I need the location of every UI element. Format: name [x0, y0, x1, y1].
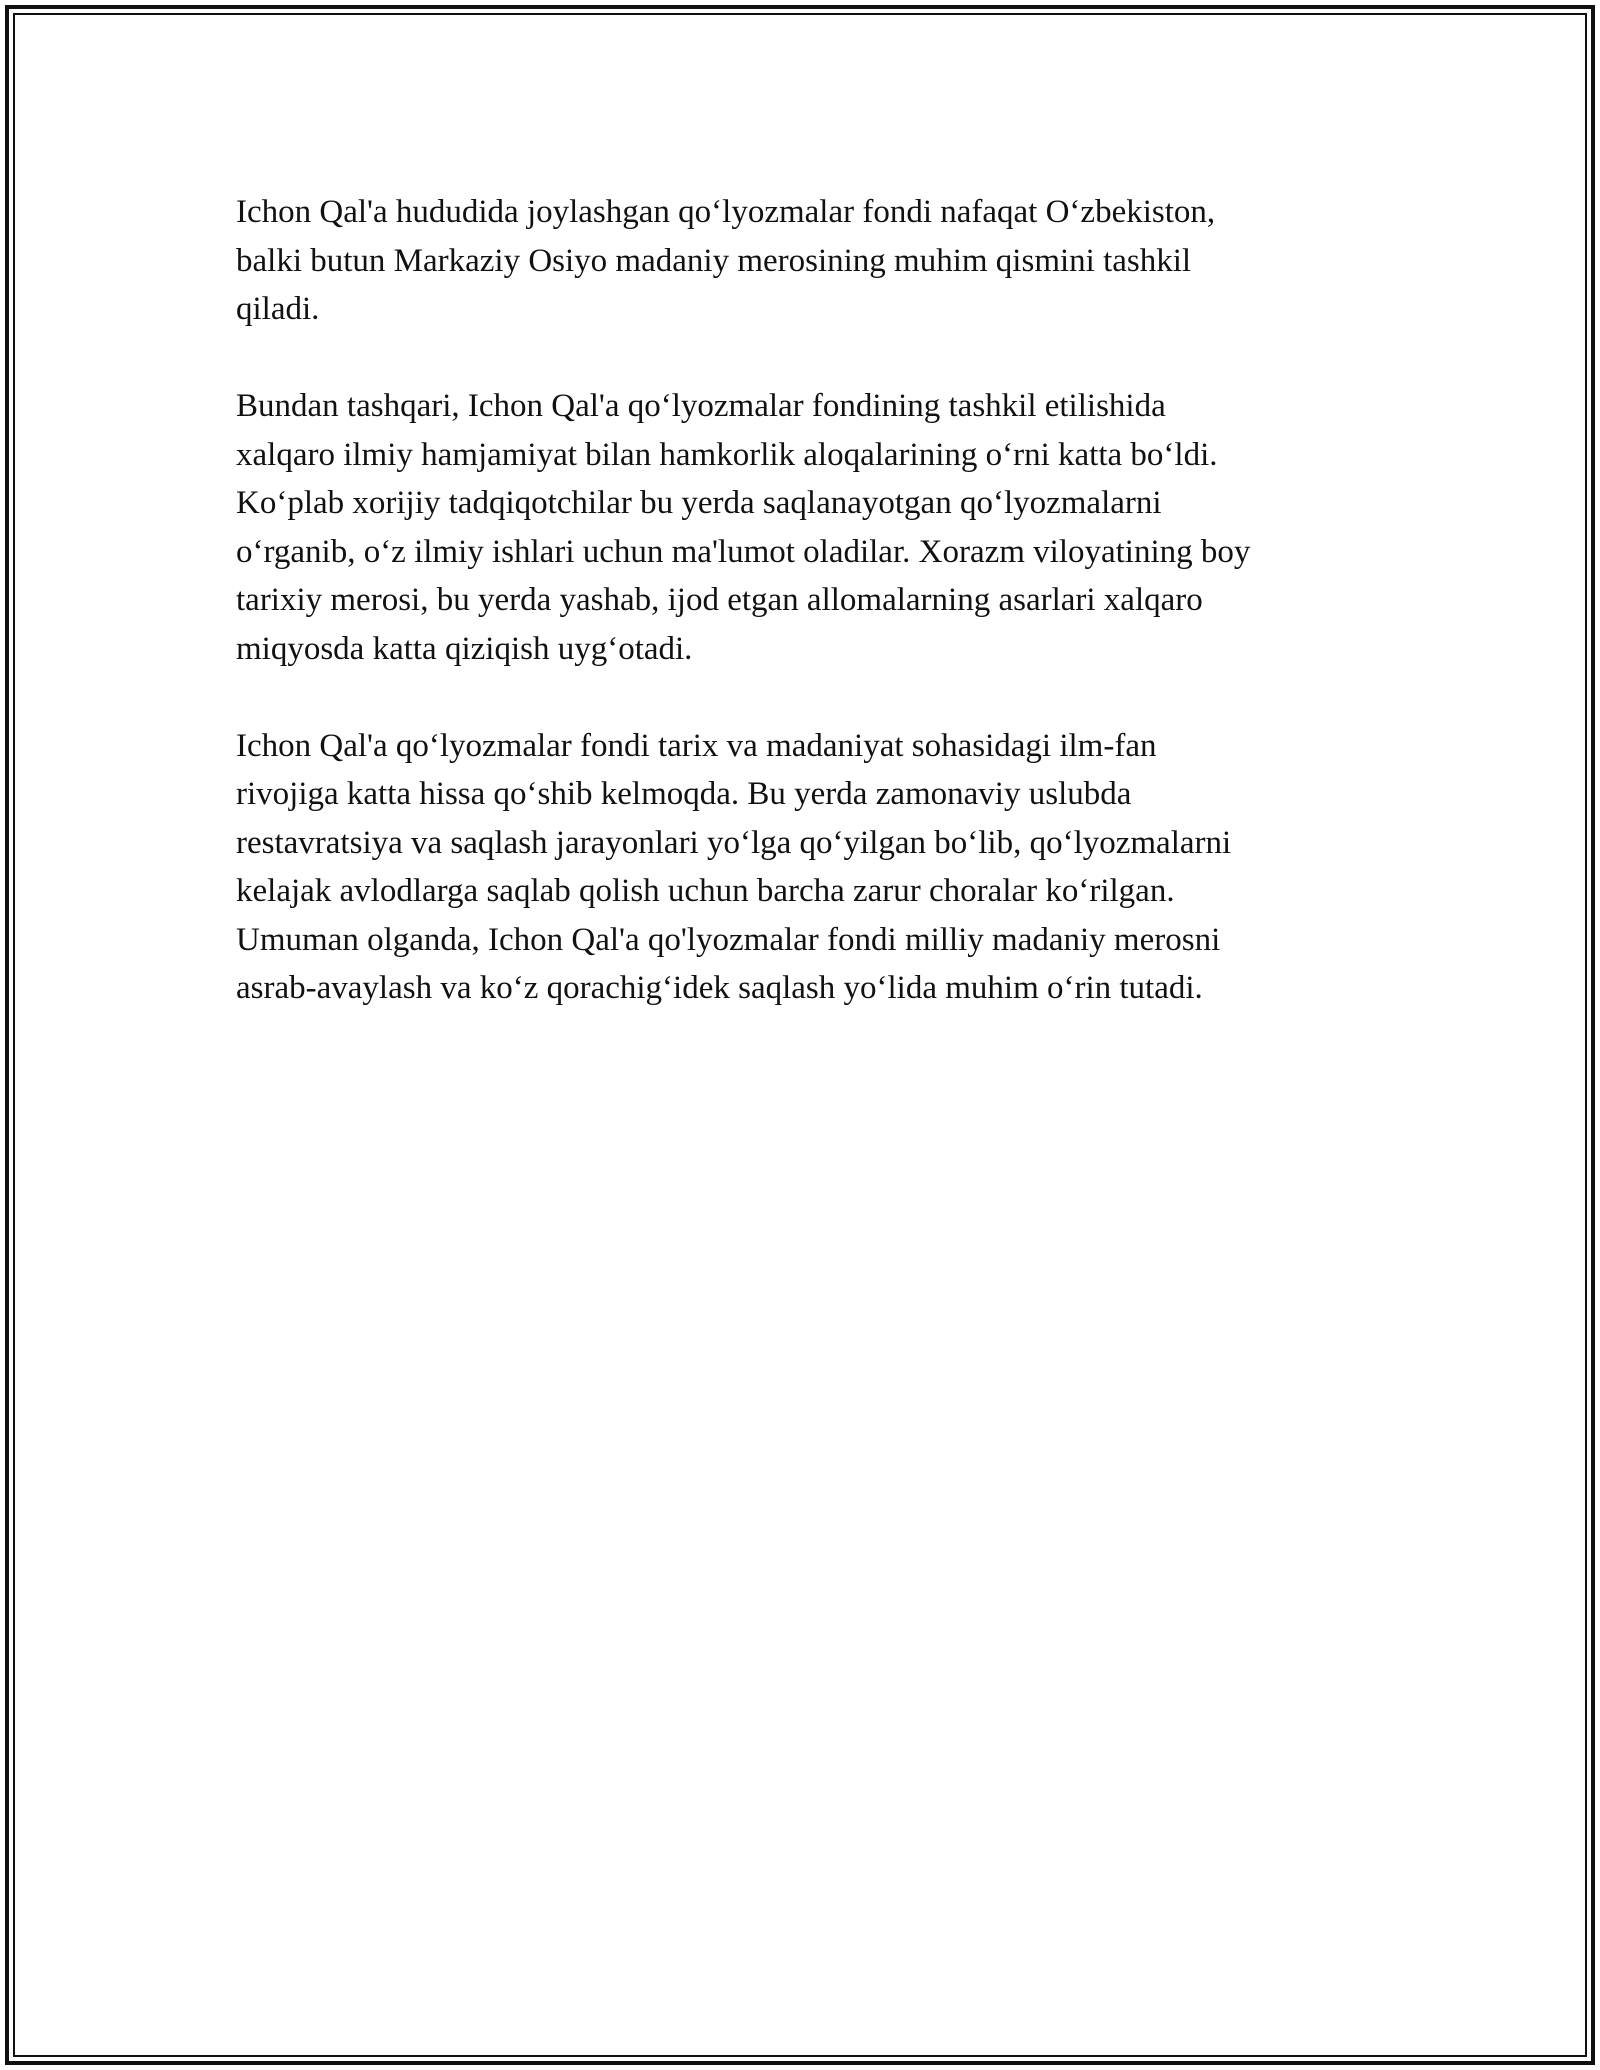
text-line: restavratsiya va saqlash jarayonlari yo‘lga qo‘yilgan bo‘lib, qo‘lyozmalarni [236, 824, 1232, 861]
text-line: Bundan tashqari, Ichon Qal'a qo‘lyozmalar fondining tashkil etilishida [236, 388, 1166, 424]
text-line: Ichon Qal'a qo‘lyozmalar fondi tarix va madaniyat sohasidagi ilm-fan [236, 727, 1157, 764]
text-line: o‘rganib, o‘z ilmiy ishlari uchun ma'lumot oladilar. Xorazm viloyatining boy [236, 533, 1251, 570]
text-line: tarixiy merosi, bu yerda yashab, ijod etgan allomalarning asarlari xalqaro [236, 582, 1203, 618]
paragraph-3 [236, 722, 1376, 1013]
text-line: balki butun Markaziy Osiyo madaniy merosining muhim qismini tashkil [236, 242, 1192, 279]
text-line: qiladi. [236, 291, 320, 327]
text-line: miqyosda katta qiziqish uyg‘otadi. [236, 630, 693, 667]
text-line: asrab-avaylash va ko‘z qorachig‘idek saqlash yo‘lida muhim o‘rin tutadi. [236, 970, 1203, 1006]
paragraph-2 [236, 382, 1376, 673]
text-line: kelajak avlodlarga saqlab qolish uchun barcha zarur choralar ko‘rilgan. [236, 873, 1175, 909]
text-line: xalqaro ilmiy hamjamiyat bilan hamkorlik aloqalarining o‘rni katta bo‘ldi. [236, 436, 1218, 473]
text-line: rivojiga katta hissa qo‘shib kelmoqda. Bu yerda zamonaviy uslubda [236, 776, 1132, 812]
paragraph-1 [236, 188, 1376, 334]
text-line: Ko‘plab xorijiy tadqiqotchilar bu yerda saqlanayotgan qo‘lyozmalarni [236, 485, 1162, 521]
document-body [236, 188, 1376, 1013]
text-line: Umuman olganda, Ichon Qal'a qo'lyozmalar fondi milliy madaniy merosni [236, 921, 1221, 958]
text-line: Ichon Qal'a hududida joylashgan qo‘lyozmalar fondi nafaqat O‘zbekiston, [236, 194, 1216, 230]
